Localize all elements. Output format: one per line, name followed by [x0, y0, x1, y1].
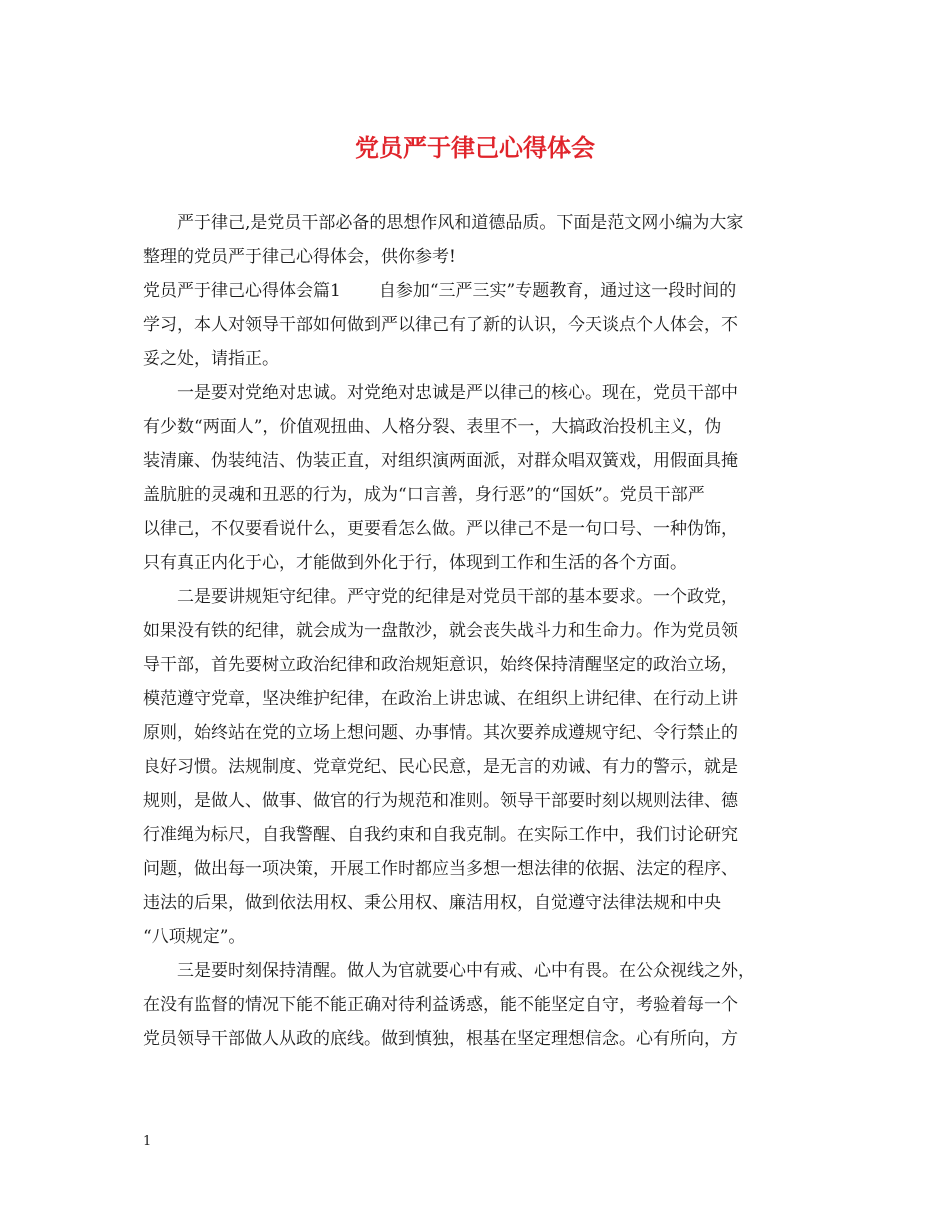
text-line: [143, 478, 810, 512]
text-line-content: 严于律己,是党员干部必备的思想作风和道德品质。下面是范文网小编为大家: [177, 213, 744, 233]
text-line-content: 问题，做出每一项决策，开展工作时都应当多想一想法律的依据、法定的程序、: [143, 859, 738, 879]
text-line-content: 在没有监督的情况下能不能正确对待利益诱惑，能不能坚定自守，考验着每一个: [143, 995, 738, 1015]
text-line: [143, 784, 810, 818]
text-line-content: 党员领导干部做人从政的底线。做到慎独，根基在坚定理想信念。心有所向，方: [143, 1029, 738, 1049]
text-line-content: 二是要讲规矩守纪律。严守党的纪律是对党员干部的基本要求。一个政党，: [177, 587, 738, 607]
text-line-content: 如果没有铁的纪律，就会成为一盘散沙，就会丧失战斗力和生命力。作为党员领: [143, 621, 738, 641]
text-line: [143, 920, 810, 954]
text-line-content: 妥之处，请指正。: [143, 349, 279, 369]
text-line-content: 良好习惯。法规制度、党章党纪、民心民意，是无言的劝诫、有力的警示，就是: [143, 757, 738, 777]
text-line-content: 装清廉、伪装纯洁、伪装正直，对组织演两面派，对群众唱双簧戏，用假面具掩: [143, 451, 738, 471]
text-line: [143, 580, 810, 614]
text-line: [143, 750, 810, 784]
text-line-content: 原则，始终站在党的立场上想问题、办事情。其次要养成遵规守纪、令行禁止的: [143, 723, 738, 743]
document-body: [143, 206, 810, 1056]
text-line: [143, 988, 810, 1022]
text-line: [143, 818, 810, 852]
text-line: [143, 308, 810, 342]
text-line-content: 模范遵守党章，坚决维护纪律，在政治上讲忠诚、在组织上讲纪律、在行动上讲: [143, 689, 738, 709]
text-line-content: 学习，本人对领导干部如何做到严以律己有了新的认识，今天谈点个人体会，不: [143, 315, 738, 335]
text-line: [143, 240, 810, 274]
text-line-content: 盖肮脏的灵魂和丑恶的行为，成为“口言善，身行恶”的“国妖”。党员干部严: [143, 485, 705, 505]
text-line: [143, 274, 810, 308]
text-line-content: 一是要对党绝对忠诚。对党绝对忠诚是严以律己的核心。现在，党员干部中: [177, 383, 738, 403]
text-line: [143, 546, 810, 580]
text-line: [143, 342, 810, 376]
text-line-tail: 自参加“三严三实”专题教育，通过这一段时间的: [378, 281, 737, 301]
document-title: 党员严于律己心得体会: [355, 134, 595, 162]
text-line-content: 党员严于律己心得体会篇1: [143, 281, 341, 301]
page-number: 1: [143, 1134, 152, 1149]
text-line-content: 整理的党员严于律己心得体会，供你参考!: [143, 247, 456, 267]
text-line: [143, 716, 810, 750]
text-line: [143, 512, 810, 546]
text-line: [143, 682, 810, 716]
text-line-content: 三是要时刻保持清醒。做人为官就要心中有戒、心中有畏。在公众视线之外，: [177, 961, 755, 981]
text-line: [143, 648, 810, 682]
text-line-content: 只有真正内化于心，才能做到外化于行，体现到工作和生活的各个方面。: [143, 553, 687, 573]
text-line: [143, 1022, 810, 1056]
text-line: [143, 206, 810, 240]
text-line: [143, 376, 810, 410]
text-line: [143, 954, 810, 988]
text-line-content: 有少数“两面人”，价值观扭曲、人格分裂、表里不一，大搞政治投机主义，伪: [143, 417, 722, 437]
text-line-content: “八项规定”。: [143, 927, 246, 947]
text-line-content: 导干部，首先要树立政治纪律和政治规矩意识，始终保持清醒坚定的政治立场，: [143, 655, 738, 675]
text-line: [143, 852, 810, 886]
text-line: [143, 410, 810, 444]
text-line-content: 规则，是做人、做事、做官的行为规范和准则。领导干部要时刻以规则法律、德: [143, 791, 738, 811]
text-line-content: 行准绳为标尺，自我警醒、自我约束和自我克制。在实际工作中，我们讨论研究: [143, 825, 738, 845]
text-line: [143, 444, 810, 478]
text-line: [143, 614, 810, 648]
text-line-content: 以律己，不仅要看说什么，更要看怎么做。严以律己不是一句口号、一种伪饰，: [143, 519, 738, 539]
text-line-content: 违法的后果，做到依法用权、秉公用权、廉洁用权，自觉遵守法律法规和中央: [143, 893, 721, 913]
text-line: [143, 886, 810, 920]
